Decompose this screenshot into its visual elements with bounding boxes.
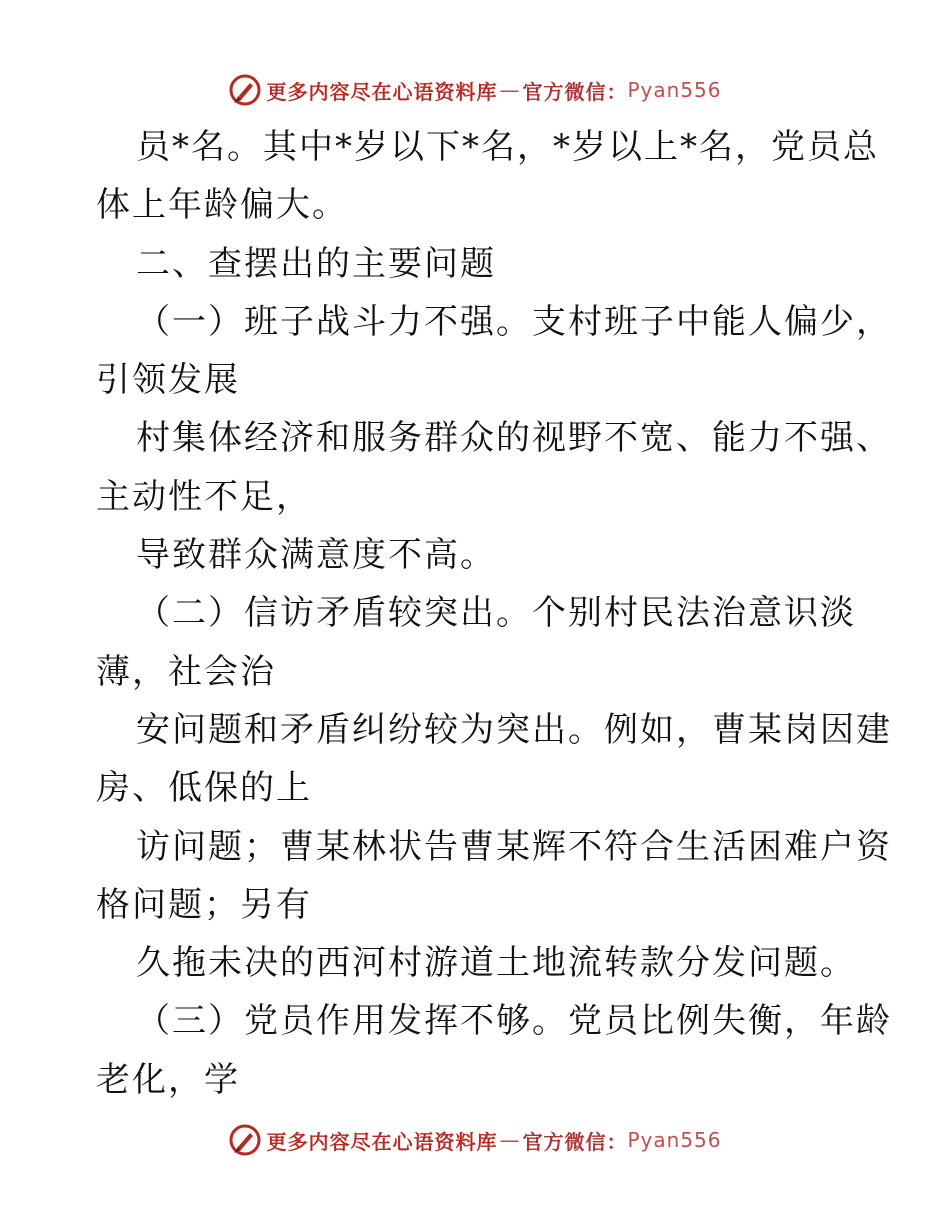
text-line: （二）信访矛盾较突出。个别村民法治意识淡 <box>136 593 856 634</box>
text-line: 安问题和矛盾纠纷较为突出。例如，曹某岗因建 <box>136 709 892 750</box>
section-heading: 二、查摆出的主要问题 <box>136 243 496 284</box>
watermark-wechat-id: Pyan556 <box>627 78 722 102</box>
text-line: 导致群众满意度不高。 <box>136 535 496 576</box>
watermark <box>228 73 721 107</box>
watermark-brand-text: 更多内容尽在心语资料库 <box>266 1129 498 1154</box>
brand-logo-icon <box>228 1123 262 1157</box>
document-body <box>96 118 892 1109</box>
text-line: 久拖未决的西河村游道土地流转款分发问题。 <box>136 943 856 984</box>
text-line: 引领发展 <box>96 360 240 401</box>
watermark-wechat-id: Pyan556 <box>627 1128 722 1152</box>
text-line: （一）班子战斗力不强。支村班子中能人偏少， <box>136 301 892 342</box>
text-line: 体上年龄偏大。 <box>96 185 348 226</box>
text-line: （三）党员作用发挥不够。党员比例失衡，年龄 <box>136 1001 892 1042</box>
brand-logo-icon <box>228 73 262 107</box>
text-line: 格问题；另有 <box>96 884 312 925</box>
text-line: 薄，社会治 <box>96 651 276 692</box>
watermark-official-text: 官方微信： <box>522 1129 628 1154</box>
watermark-dash: — <box>499 1128 521 1152</box>
text-line: 主动性不足， <box>96 476 312 517</box>
text-line: 房、低保的上 <box>96 768 312 809</box>
text-line: 员*名。其中*岁以下*名，*岁以上*名，党员总 <box>136 127 879 167</box>
text-line: 访问题；曹某林状告曹某辉不符合生活困难户资 <box>136 826 892 867</box>
watermark-official-text: 官方微信： <box>522 79 628 104</box>
watermark-dash: — <box>499 78 521 102</box>
text-line: 老化，学 <box>96 1059 240 1100</box>
page-footer-watermark <box>0 1120 950 1160</box>
watermark-brand-text: 更多内容尽在心语资料库 <box>266 79 498 104</box>
watermark <box>228 1123 721 1157</box>
page-header-watermark <box>0 70 950 110</box>
text-line: 村集体经济和服务群众的视野不宽、能力不强、 <box>136 418 892 459</box>
